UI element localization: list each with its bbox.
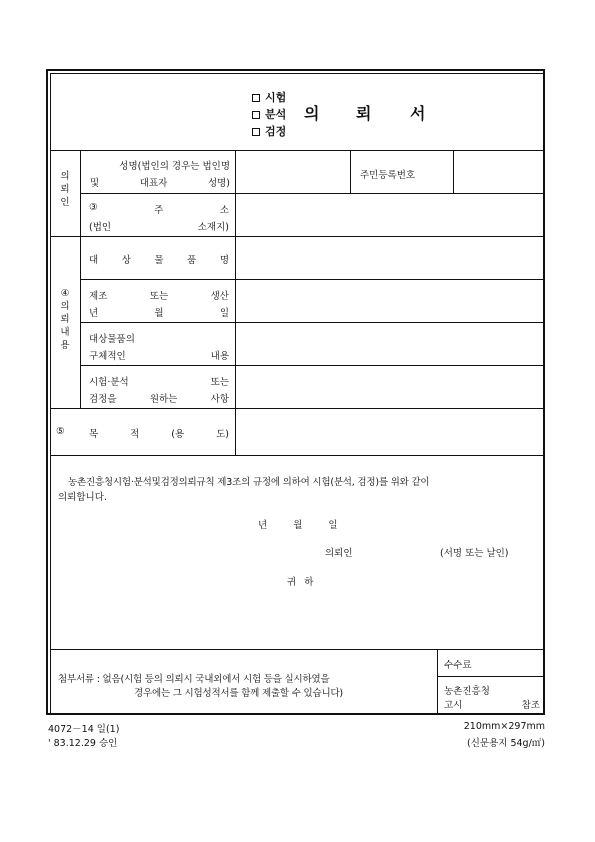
content-group-label: ④ 의 뢰 내 용 [60,288,70,351]
rule [50,236,545,237]
rule [437,649,438,715]
title-char: 의 [304,104,320,123]
title-char: 서 [410,104,426,123]
fee-label: 수수료 [444,660,472,671]
signature-note: (서명 또는 날인) [440,548,509,559]
address-label: ③ 주 소 (법인 소재지) [89,202,229,233]
registration-number-label: 주민등록번호 [360,170,416,181]
approval-date: ' 83.12.29 승인 [48,738,118,749]
option-inspection: 검정 [252,123,286,139]
fee-agency: 농촌진흥청 [444,686,490,697]
declaration-line-1: 농촌진흥청시험·분석및검정의뢰규칙 제3조의 규정에 의하여 시험(분석, 검정)를 위와 같이 [68,477,430,488]
item-name-label: 대 상 물 품 명 [89,255,229,266]
addressee: 귀 하 [287,577,314,588]
paper-type: (신문용지 54g/㎡) [467,738,545,749]
rule [437,676,545,677]
rule [80,279,545,280]
rule [235,150,236,455]
option-analysis: 분석 [252,106,286,122]
name-label: 성명(법인의 경우는 법인명 및 대표자 성명) [90,161,230,189]
rule [80,365,545,366]
request-items-label: 시험·분석 또는 검정을 원하는 사항 [89,377,229,405]
title-char: 뢰 [356,104,372,123]
purpose-label: 목 적 (용 도) [89,429,229,440]
purpose-number: ⑤ [56,426,65,437]
checkbox-icon [252,94,260,102]
rule [80,322,545,323]
rule [80,193,545,194]
checkbox-icon [252,111,260,119]
rule [50,408,545,409]
requester-group-label: 의 뢰 인 [60,171,70,208]
paper-size: 210mm×297mm [463,721,545,732]
declaration-line-2: 의뢰합니다. [58,492,107,503]
fee-notice: 고시 참조 [444,700,540,711]
option-test: 시험 [252,89,286,105]
rule [50,455,545,456]
rule [50,649,545,650]
attachment-line-1: 첨부서류 : 없음(시험 등의 의뢰시 국내외에서 시험 등을 실시하였을 [58,674,330,685]
rule [80,150,81,408]
item-detail-label: 대상물품의 구체적인 내용 [89,334,229,362]
rule [350,150,351,193]
rule [50,150,545,151]
requester-signature-label: 의뢰인 [325,548,353,559]
manufacture-date-label: 제조 또는 생산 년 월 일 [89,291,229,319]
attachment-line-2: 경우에는 그 시험성적서를 함께 제출할 수 있습니다) [134,688,343,699]
rule [453,150,454,193]
checkbox-icon [252,128,260,136]
date-line: 년 월 일 [258,520,338,531]
form-number: 4072－14 일(1) [48,724,120,735]
